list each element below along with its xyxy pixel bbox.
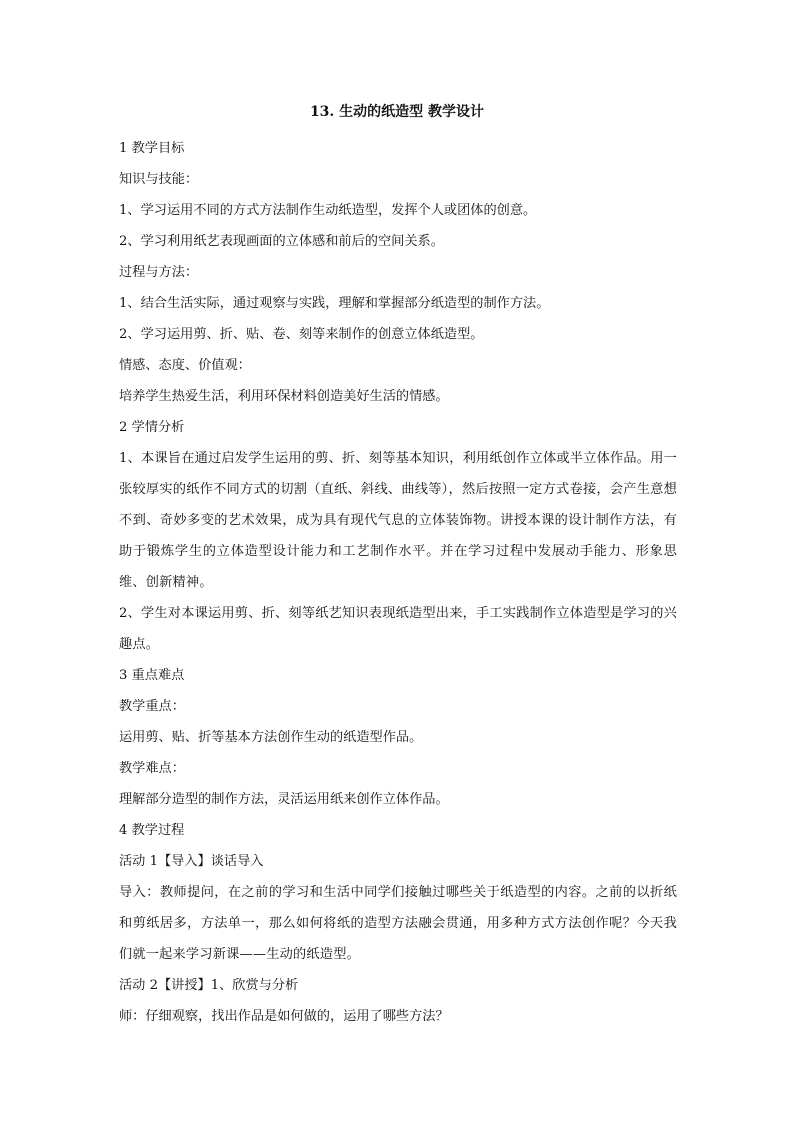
emotion-item-1: 培养学生热爱生活，利用环保材料创造美好生活的情感。 [119,389,449,404]
activity-2-text: 师：仔细观察，找出作品是如何做的，运用了哪些方法？ [119,1009,449,1024]
analysis-paragraph-1: 1、本课旨在通过启发学生运用的剪、折、刻等基本知识，利用纸创作立体或半立体作品。用一张较厚实的纸作不同方式的切割（直纸、斜线、曲线等），然后按照一定方式卷接，会产生意想不到、奇妙多变的艺术效果，成为具有现代气息的立体装饰物。讲授本课的设计制作方法，有助于锻炼学生的立体造型设计能力和工艺制作水平。并在学习过程中发展动手能力、形象思维、创新精神。 [119,451,677,590]
section-heading-goals: 1 教学目标 [119,141,185,156]
process-method-label: 过程与方法： [119,265,199,280]
knowledge-item-1: 1、学习运用不同的方式方法制作生动纸造型，发挥个人或团体的创意。 [119,203,537,218]
analysis-paragraph-2: 2、学生对本课运用剪、折、刻等纸艺知识表现纸造型出来，手工实践制作立体造型是学习的兴趣点。 [119,606,677,652]
focus-label: 教学重点： [119,699,185,714]
section-heading-process: 4 教学过程 [119,823,185,838]
section-heading-keypoints: 3 重点难点 [119,668,185,683]
section-heading-analysis: 2 学情分析 [119,420,185,435]
knowledge-item-2: 2、学习利用纸艺表现画面的立体感和前后的空间关系。 [119,234,444,249]
process-method-item-1: 1、结合生活实际，通过观察与实践，理解和掌握部分纸造型的制作方法。 [119,296,550,311]
emotion-label: 情感、态度、价值观： [119,358,251,373]
difficulty-label: 教学难点： [119,761,185,776]
focus-text: 运用剪、贴、折等基本方法创作生动的纸造型作品。 [119,730,423,745]
activity-1-heading: 活动 1【导入】谈话导入 [119,854,264,869]
activity-1-text: 导入：教师提问，在之前的学习和生活中同学们接触过哪些关于纸造型的内容。之前的以折纸和剪纸居多，方法单一，那么如何将纸的造型方法融会贯通，用多种方式方法创作呢？今天我们就一起来学习新课——生动的纸造型。 [119,885,677,962]
activity-2-heading: 活动 2【讲授】1、欣赏与分析 [119,978,299,993]
process-method-item-2: 2、学习运用剪、折、贴、卷、刻等来制作的创意立体纸造型。 [119,327,484,342]
knowledge-label: 知识与技能： [119,172,199,187]
document-title: 13. 生动的纸造型 教学设计 [309,104,485,120]
difficulty-text: 理解部分造型的制作方法，灵活运用纸来创作立体作品。 [119,792,449,807]
document-body [119,133,677,1032]
